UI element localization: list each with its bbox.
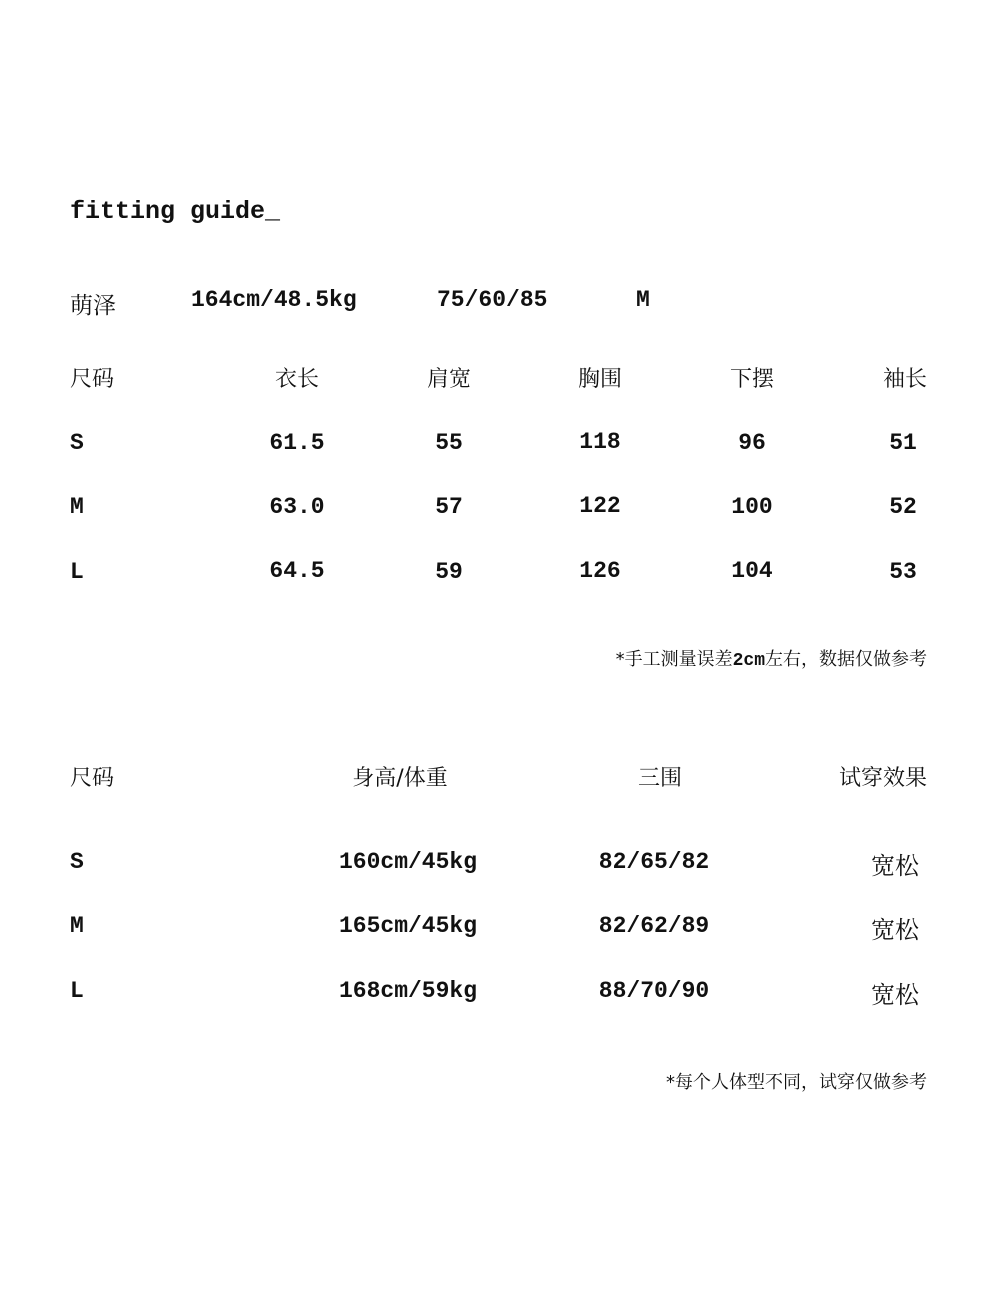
table-row-size: S (70, 430, 84, 456)
size-header-size: 尺码 (70, 367, 115, 392)
measurement-note-prefix: *手工测量误差 (615, 649, 733, 670)
table-row-size: M (70, 913, 84, 939)
measurement-note (616, 645, 927, 671)
fit-header-height-weight: 身高/体重 (352, 766, 448, 791)
table-cell: 118 (579, 429, 621, 455)
model-height-weight: 164cm/48.5kg (191, 287, 357, 313)
table-cell: 61.5 (269, 430, 325, 456)
table-cell: 100 (731, 494, 773, 520)
table-cell: 82/62/89 (598, 913, 710, 939)
table-row-size: L (70, 559, 84, 585)
table-cell: 63.0 (269, 494, 325, 520)
table-cell: 160cm/45kg (338, 849, 478, 875)
model-name: 萌泽 (70, 293, 116, 319)
fit-header-size: 尺码 (70, 766, 115, 791)
table-cell: 96 (738, 430, 766, 456)
model-measurements: 75/60/85 (437, 287, 548, 313)
table-cell: 104 (731, 558, 773, 584)
fit-note: *每个人体型不同，试穿仅做参考 (666, 1072, 927, 1093)
table-cell: 57 (435, 494, 463, 520)
size-header-chest: 胸围 (577, 367, 623, 392)
table-cell: 宽松 (871, 916, 919, 944)
table-row-size: L (70, 978, 84, 1004)
table-cell: 88/70/90 (598, 978, 710, 1004)
size-header-sleeve: 袖长 (882, 367, 927, 392)
fit-header-measurements: 三围 (637, 766, 683, 791)
table-row-size: M (70, 494, 84, 520)
measurement-note-mid: 2cm (732, 651, 765, 671)
table-cell: 55 (435, 430, 463, 456)
fit-header-effect: 试穿效果 (838, 766, 927, 791)
page-title: fitting guide_ (70, 197, 281, 226)
table-row-size: S (70, 849, 84, 875)
table-cell: 122 (579, 493, 621, 519)
table-cell: 52 (889, 494, 917, 520)
measurement-note-suffix: 左右，数据仅做参考 (765, 649, 927, 670)
table-cell: 64.5 (269, 558, 325, 584)
size-header-length: 衣长 (274, 367, 320, 392)
table-cell: 126 (579, 558, 621, 584)
table-cell: 宽松 (871, 852, 919, 880)
table-cell: 168cm/59kg (338, 978, 478, 1004)
table-cell: 59 (435, 559, 463, 585)
model-size: M (636, 287, 650, 313)
table-cell: 51 (889, 430, 917, 456)
table-cell: 宽松 (871, 981, 919, 1009)
size-header-shoulder: 肩宽 (426, 367, 472, 392)
table-cell: 82/65/82 (598, 849, 710, 875)
table-cell: 165cm/45kg (338, 913, 478, 939)
size-header-hem: 下摆 (729, 367, 775, 392)
table-cell: 53 (889, 559, 917, 585)
